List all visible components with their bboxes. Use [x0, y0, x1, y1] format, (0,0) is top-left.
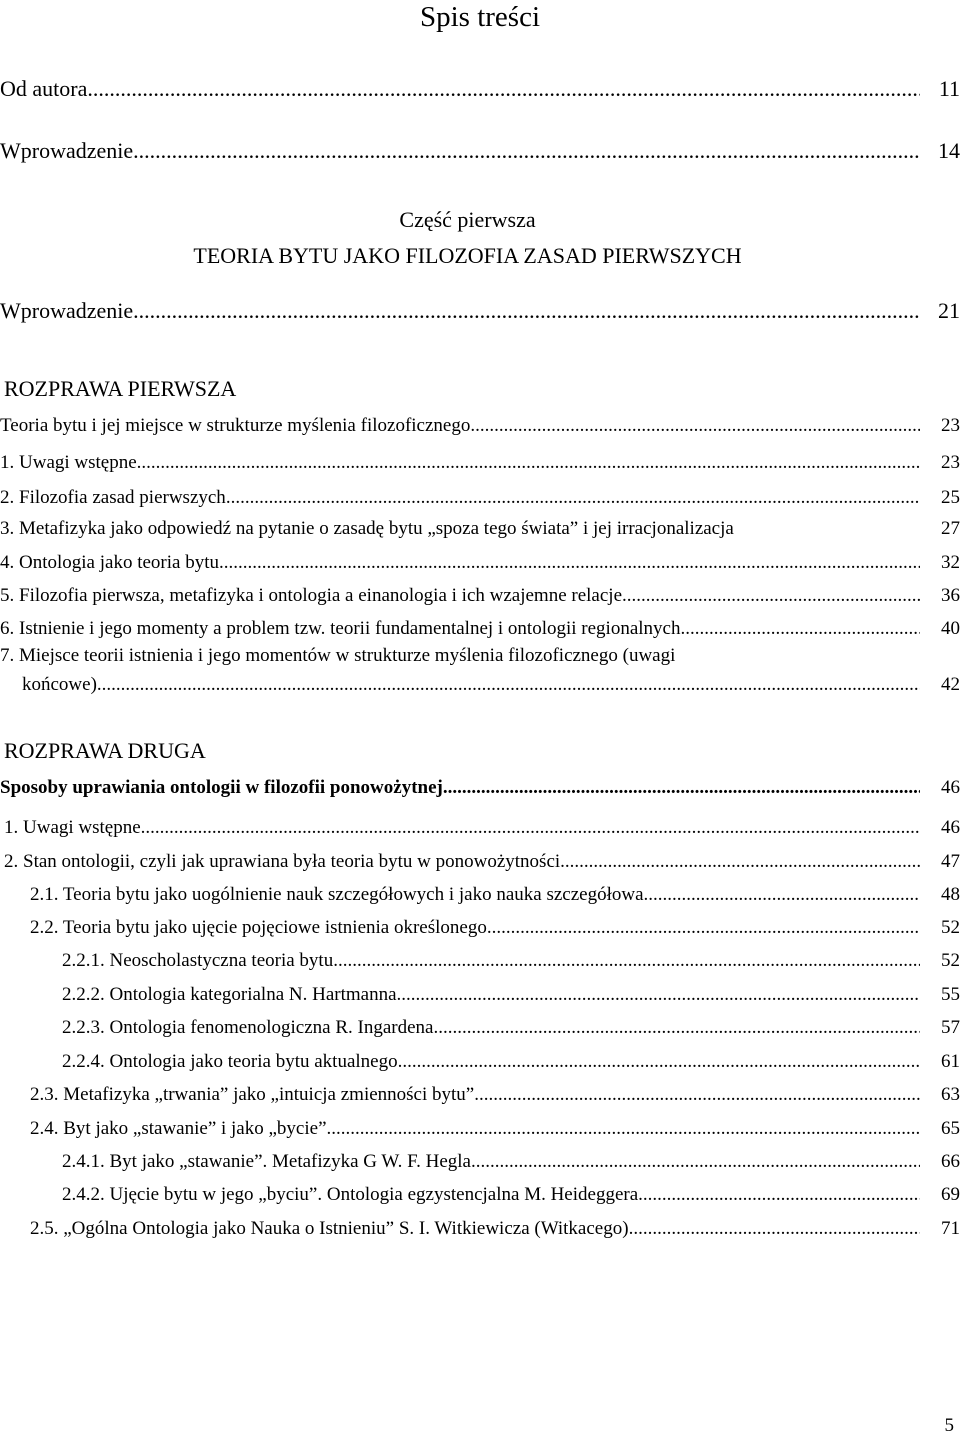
leader-dots — [397, 984, 920, 1006]
toc-entry[interactable] — [0, 1182, 960, 1212]
toc-entry-label: Teoria bytu i jej miejsce w strukturze myślenia filozoficznego — [0, 415, 471, 436]
toc-entry[interactable] — [0, 1082, 960, 1112]
toc-entry[interactable] — [0, 1015, 960, 1045]
toc-entry-page: 47 — [941, 851, 960, 872]
toc-entry-label: Sposoby uprawiania ontologii w filozofii ponowożytnej — [0, 777, 443, 798]
toc-entry[interactable] — [0, 616, 960, 646]
toc-entry-page: 69 — [941, 1184, 960, 1205]
toc-entry-continuation[interactable] — [0, 672, 960, 702]
toc-entry-label: Wprowadzenie — [0, 138, 134, 163]
toc-entry-label: 7. Miejsce teorii istnienia i jego momentów w strukturze myślenia filozoficznego (uwagi — [0, 645, 676, 666]
toc-entry-label: 4. Ontologia jako teoria bytu — [0, 552, 219, 573]
toc-entry-page: 46 — [941, 817, 960, 838]
toc-entry-label: 1. Uwagi wstępne — [4, 817, 141, 838]
leader-dots — [487, 917, 920, 939]
leader-dots — [398, 1051, 920, 1073]
toc-entry-page: 71 — [941, 1218, 960, 1239]
toc-entry-label: 2.1. Teoria bytu jako uogólnienie nauk szczegółowych i jako nauka szczegółowa — [30, 884, 644, 905]
leader-dots — [141, 817, 920, 839]
leader-dots — [560, 851, 920, 873]
toc-entry-page: 11 — [938, 76, 960, 101]
leader-dots — [644, 884, 920, 906]
toc-entry[interactable] — [0, 1049, 960, 1079]
toc-entry-label: 3. Metafizyka jako odpowiedź na pytanie o zasadę bytu „spoza tego świata” i jej irracjonalizacja — [0, 518, 734, 539]
toc-entry-page: 23 — [941, 452, 960, 473]
leader-dots — [629, 1218, 920, 1240]
toc-entry[interactable] — [0, 1116, 960, 1146]
toc-entry-page: 48 — [941, 884, 960, 905]
toc-entry-page: 21 — [938, 298, 960, 323]
toc-entry-page: 63 — [941, 1084, 960, 1105]
leader-dots — [87, 76, 920, 102]
toc-entry-page: 25 — [941, 487, 960, 508]
toc-entry-page: 52 — [941, 917, 960, 938]
toc-entry-label: 2.4. Byt jako „stawanie” i jako „bycie” — [30, 1118, 327, 1139]
toc-entry-od-autora[interactable] — [0, 78, 960, 108]
toc-entry[interactable] — [0, 450, 960, 480]
toc-entry-page: 61 — [941, 1051, 960, 1072]
toc-entry-label: Od autora — [0, 76, 88, 101]
toc-entry-label: 2.2.2. Ontologia kategorialna N. Hartmanna — [62, 984, 397, 1005]
leader-dots — [133, 298, 920, 324]
toc-entry-page: 42 — [941, 674, 960, 695]
toc-entry-page: 57 — [941, 1017, 960, 1038]
toc-entry[interactable] — [0, 1149, 960, 1179]
leader-dots — [622, 585, 920, 607]
toc-entry-label: 2.3. Metafizyka „trwania” jako „intuicja zmienności bytu” — [30, 1084, 475, 1105]
leader-dots — [443, 777, 920, 799]
toc-entry[interactable] — [0, 516, 960, 546]
toc-entry[interactable] — [0, 849, 960, 879]
leader-dots — [327, 1118, 920, 1140]
toc-entry[interactable] — [0, 915, 960, 945]
toc-entry[interactable] — [0, 882, 960, 912]
toc-entry-page: 46 — [941, 777, 960, 798]
toc-entry-page: 66 — [941, 1151, 960, 1172]
part-title: TEORIA BYTU JAKO FILOZOFIA ZASAD PIERWSZYCH — [193, 243, 742, 268]
page-number: 5 — [944, 1415, 954, 1436]
section-heading: ROZPRAWA DRUGA — [4, 738, 206, 763]
toc-entry[interactable] — [0, 1216, 960, 1246]
toc-entry-section-title[interactable] — [0, 775, 960, 805]
toc-entry-label: 5. Filozofia pierwsza, metafizyka i ontologia a einanologia i ich wzajemne relacje — [0, 585, 622, 606]
leader-dots — [133, 138, 920, 164]
page-title: Spis treści — [419, 1, 541, 33]
leader-dots — [638, 1184, 920, 1206]
toc-entry[interactable] — [0, 485, 960, 515]
toc-entry-label: 2.4.2. Ujęcie bytu w jego „byciu”. Ontologia egzystencjalna M. Heideggera — [62, 1184, 639, 1205]
toc-entry[interactable] — [0, 550, 960, 580]
toc-entry-label: 2.5. „Ogólna Ontologia jako Nauka o Istnieniu” S. I. Witkiewicza (Witkacego) — [30, 1218, 629, 1239]
leader-dots — [137, 452, 920, 474]
section-heading: ROZPRAWA PIERWSZA — [4, 376, 237, 401]
toc-entry-label: Wprowadzenie — [0, 298, 134, 323]
leader-dots — [433, 1017, 920, 1039]
leader-dots — [470, 415, 920, 437]
toc-entry-section-title[interactable] — [0, 413, 960, 443]
toc-entry[interactable] — [0, 982, 960, 1012]
leader-dots — [226, 487, 920, 509]
toc-entry-page: 52 — [941, 950, 960, 971]
toc-entry-label: 2.2.1. Neoscholastyczna teoria bytu — [62, 950, 334, 971]
toc-entry-label: 2.2. Teoria bytu jako ujęcie pojęciowe istnienia określonego — [30, 917, 487, 938]
toc-entry[interactable] — [0, 815, 960, 845]
toc-entry-part-intro[interactable] — [0, 300, 960, 330]
toc-entry[interactable] — [0, 948, 960, 978]
toc-entry-page: 27 — [941, 518, 960, 539]
toc-entry[interactable] — [0, 643, 960, 673]
toc-entry-wprowadzenie[interactable] — [0, 140, 960, 170]
leader-dots — [471, 1151, 920, 1173]
toc-entry-label: 2.4.1. Byt jako „stawanie”. Metafizyka G W. F. Hegla — [62, 1151, 471, 1172]
toc-entry[interactable] — [0, 583, 960, 613]
leader-dots — [333, 950, 920, 972]
toc-entry-page: 23 — [941, 415, 960, 436]
toc-entry-page: 14 — [938, 138, 960, 163]
toc-entry-label: 2. Stan ontologii, czyli jak uprawiana była teoria bytu w ponowożytności — [4, 851, 561, 872]
toc-entry-page: 40 — [941, 618, 960, 639]
toc-entry-page: 55 — [941, 984, 960, 1005]
toc-entry-page: 36 — [941, 585, 960, 606]
toc-entry-label: 2.2.4. Ontologia jako teoria bytu aktualnego — [62, 1051, 398, 1072]
toc-entry-label: 6. Istnienie i jego momenty a problem tzw. teorii fundamentalnej i ontologii regionalnych — [0, 618, 681, 639]
leader-dots — [219, 552, 920, 574]
toc-entry-label: 2. Filozofia zasad pierwszych — [0, 487, 226, 508]
toc-entry-label: 2.2.3. Ontologia fenomenologiczna R. Ingardena — [62, 1017, 434, 1038]
part-label: Część pierwsza — [399, 207, 536, 232]
toc-entry-label: końcowe) — [22, 674, 97, 695]
leader-dots — [474, 1084, 920, 1106]
leader-dots — [680, 618, 920, 640]
toc-entry-page: 32 — [941, 552, 960, 573]
toc-entry-label: 1. Uwagi wstępne — [0, 452, 137, 473]
leader-dots — [97, 674, 920, 696]
toc-entry-page: 65 — [941, 1118, 960, 1139]
